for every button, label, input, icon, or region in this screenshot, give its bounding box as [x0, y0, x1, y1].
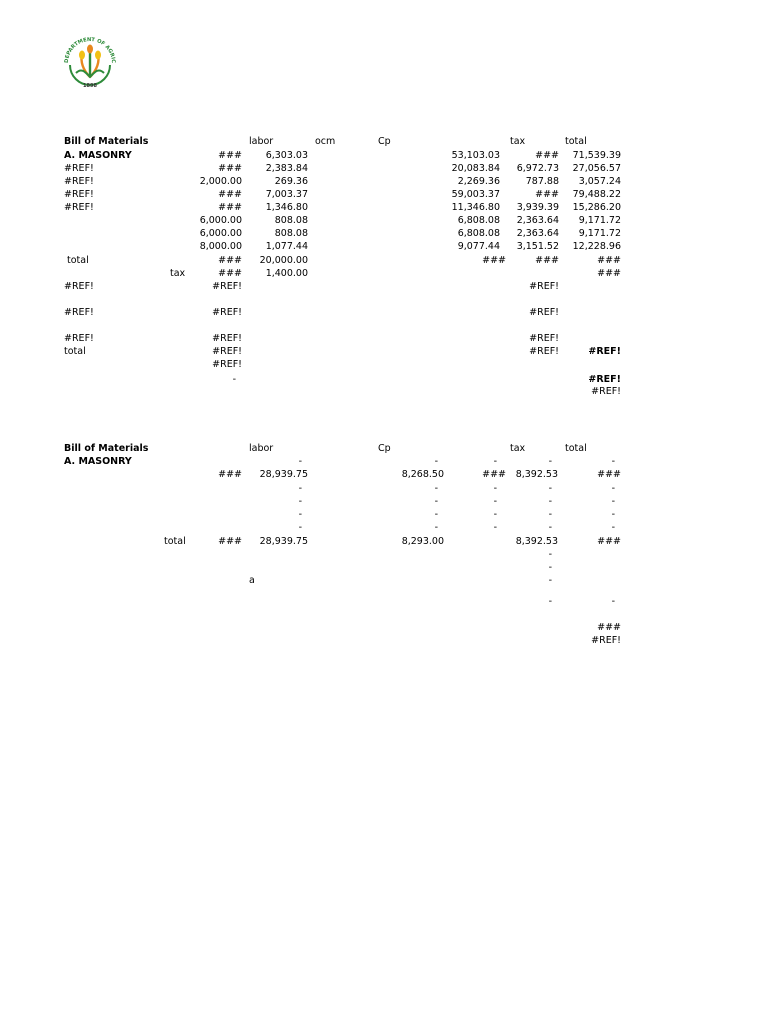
- cell: -: [611, 522, 615, 533]
- cell: -: [611, 596, 615, 607]
- cell: -: [434, 456, 438, 467]
- cell: #REF!: [588, 374, 621, 385]
- cell: 9,171.72: [578, 228, 621, 239]
- cell: -: [232, 374, 236, 385]
- cell: 2,000.00: [199, 176, 242, 187]
- cell: -: [548, 575, 552, 586]
- total2-label: total: [64, 346, 86, 357]
- header-cp: Cp: [378, 136, 391, 147]
- ref-label: #REF!: [64, 281, 94, 292]
- cell: 1,346.80: [265, 202, 308, 213]
- cell: ###: [218, 255, 242, 266]
- header-ocm: ocm: [315, 136, 336, 147]
- cell: 20,000.00: [259, 255, 308, 266]
- cell: -: [493, 522, 497, 533]
- cell: ###: [597, 268, 621, 279]
- cell: ###: [218, 202, 242, 213]
- cell: 8,392.53: [515, 536, 558, 547]
- cell: 2,363.64: [516, 215, 559, 226]
- cell: #REF!: [529, 346, 559, 357]
- cell: -: [548, 496, 552, 507]
- cell: ###: [535, 189, 559, 200]
- cell: 3,151.52: [516, 241, 559, 252]
- cell: 71,539.39: [572, 150, 621, 161]
- svg-text:DEPARTMENT OF AGRICULTURE: DEPARTMENT OF AGRIC: [63, 36, 117, 64]
- cell: 9,077.44: [457, 241, 500, 252]
- ref-label: #REF!: [64, 307, 94, 318]
- cell: 1,077.44: [265, 241, 308, 252]
- cell: 20,083.84: [451, 163, 500, 174]
- total-label: total: [67, 255, 89, 266]
- cell: ###: [218, 268, 242, 279]
- header-labor: labor: [249, 443, 274, 454]
- cell: 6,000.00: [199, 228, 242, 239]
- cell: 2,269.36: [457, 176, 500, 187]
- cell: #REF!: [212, 333, 242, 344]
- cell: 787.88: [525, 176, 559, 187]
- section2-subtitle: A. MASONRY: [64, 456, 132, 467]
- cell: 8,268.50: [401, 469, 444, 480]
- cell: ###: [218, 189, 242, 200]
- cell: -: [434, 522, 438, 533]
- cell: #REF!: [212, 346, 242, 357]
- cell: -: [611, 483, 615, 494]
- cell: 7,003.37: [265, 189, 308, 200]
- cell: -: [298, 483, 302, 494]
- cell: ###: [597, 255, 621, 266]
- cell: -: [611, 496, 615, 507]
- cell: #REF!: [591, 386, 621, 397]
- cell: 28,939.75: [259, 469, 308, 480]
- cell: -: [548, 483, 552, 494]
- tax-label: tax: [170, 268, 186, 279]
- total-label: total: [164, 536, 186, 547]
- cell: #REF!: [529, 333, 559, 344]
- cell: #REF!: [212, 281, 242, 292]
- cell: -: [298, 496, 302, 507]
- cell: ###: [482, 255, 506, 266]
- cell: #REF!: [529, 281, 559, 292]
- header-tax: tax: [510, 443, 526, 454]
- cell: 12,228.96: [572, 241, 621, 252]
- cell: 15,286.20: [572, 202, 621, 213]
- cell: 11,346.80: [451, 202, 500, 213]
- cell: 6,808.08: [457, 215, 500, 226]
- cell: 8,392.53: [515, 469, 558, 480]
- cell: -: [434, 509, 438, 520]
- cell: ###: [218, 150, 242, 161]
- row-label: #REF!: [64, 176, 94, 187]
- cell: 53,103.03: [451, 150, 500, 161]
- cell-a: a: [249, 575, 255, 586]
- ref-label: #REF!: [64, 333, 94, 344]
- cell: #REF!: [529, 307, 559, 318]
- cell: 6,972.73: [516, 163, 559, 174]
- cell: -: [548, 456, 552, 467]
- cell: 2,383.84: [265, 163, 308, 174]
- cell: 27,056.57: [572, 163, 621, 174]
- cell: 59,003.37: [451, 189, 500, 200]
- header-total: total: [565, 136, 587, 147]
- cell: #REF!: [588, 346, 621, 357]
- cell: 269.36: [274, 176, 308, 187]
- cell: #REF!: [212, 359, 242, 370]
- cell: ###: [597, 536, 621, 547]
- cell: 6,000.00: [199, 215, 242, 226]
- cell: 3,939.39: [516, 202, 559, 213]
- cell: -: [548, 562, 552, 573]
- cell: 79,488.22: [572, 189, 621, 200]
- cell: ###: [597, 622, 621, 633]
- header-labor: labor: [249, 136, 274, 147]
- cell: -: [298, 509, 302, 520]
- svg-text:1898: 1898: [83, 83, 97, 89]
- department-of-agriculture-logo: [58, 33, 122, 89]
- cell: -: [493, 496, 497, 507]
- cell: -: [611, 509, 615, 520]
- cell: 6,303.03: [265, 150, 308, 161]
- section2-title: Bill of Materials: [64, 443, 149, 454]
- cell: -: [548, 596, 552, 607]
- cell: 2,363.64: [516, 228, 559, 239]
- header-total: total: [565, 443, 587, 454]
- section1-title: Bill of Materials: [64, 136, 149, 147]
- cell: -: [548, 509, 552, 520]
- cell: -: [611, 456, 615, 467]
- cell: ###: [482, 469, 506, 480]
- cell: -: [434, 496, 438, 507]
- cell: 28,939.75: [259, 536, 308, 547]
- cell: #REF!: [591, 635, 621, 646]
- cell: -: [493, 483, 497, 494]
- cell: ###: [597, 469, 621, 480]
- cell: -: [298, 456, 302, 467]
- cell: -: [548, 522, 552, 533]
- cell: ###: [218, 536, 242, 547]
- cell: 1,400.00: [265, 268, 308, 279]
- cell: 9,171.72: [578, 215, 621, 226]
- section1-subtitle: A. MASONRY: [64, 150, 132, 161]
- cell: ###: [535, 150, 559, 161]
- cell: ###: [535, 255, 559, 266]
- cell: -: [493, 509, 497, 520]
- cell: #REF!: [212, 307, 242, 318]
- row-label: #REF!: [64, 163, 94, 174]
- header-tax: tax: [510, 136, 526, 147]
- cell: ###: [218, 469, 242, 480]
- cell: 8,000.00: [199, 241, 242, 252]
- cell: -: [493, 456, 497, 467]
- cell: 8,293.00: [401, 536, 444, 547]
- cell: 808.08: [274, 215, 308, 226]
- cell: -: [434, 483, 438, 494]
- cell: -: [298, 522, 302, 533]
- cell: ###: [218, 163, 242, 174]
- row-label: #REF!: [64, 202, 94, 213]
- header-cp: Cp: [378, 443, 391, 454]
- cell: 6,808.08: [457, 228, 500, 239]
- cell: -: [548, 549, 552, 560]
- cell: 3,057.24: [578, 176, 621, 187]
- cell: 808.08: [274, 228, 308, 239]
- row-label: #REF!: [64, 189, 94, 200]
